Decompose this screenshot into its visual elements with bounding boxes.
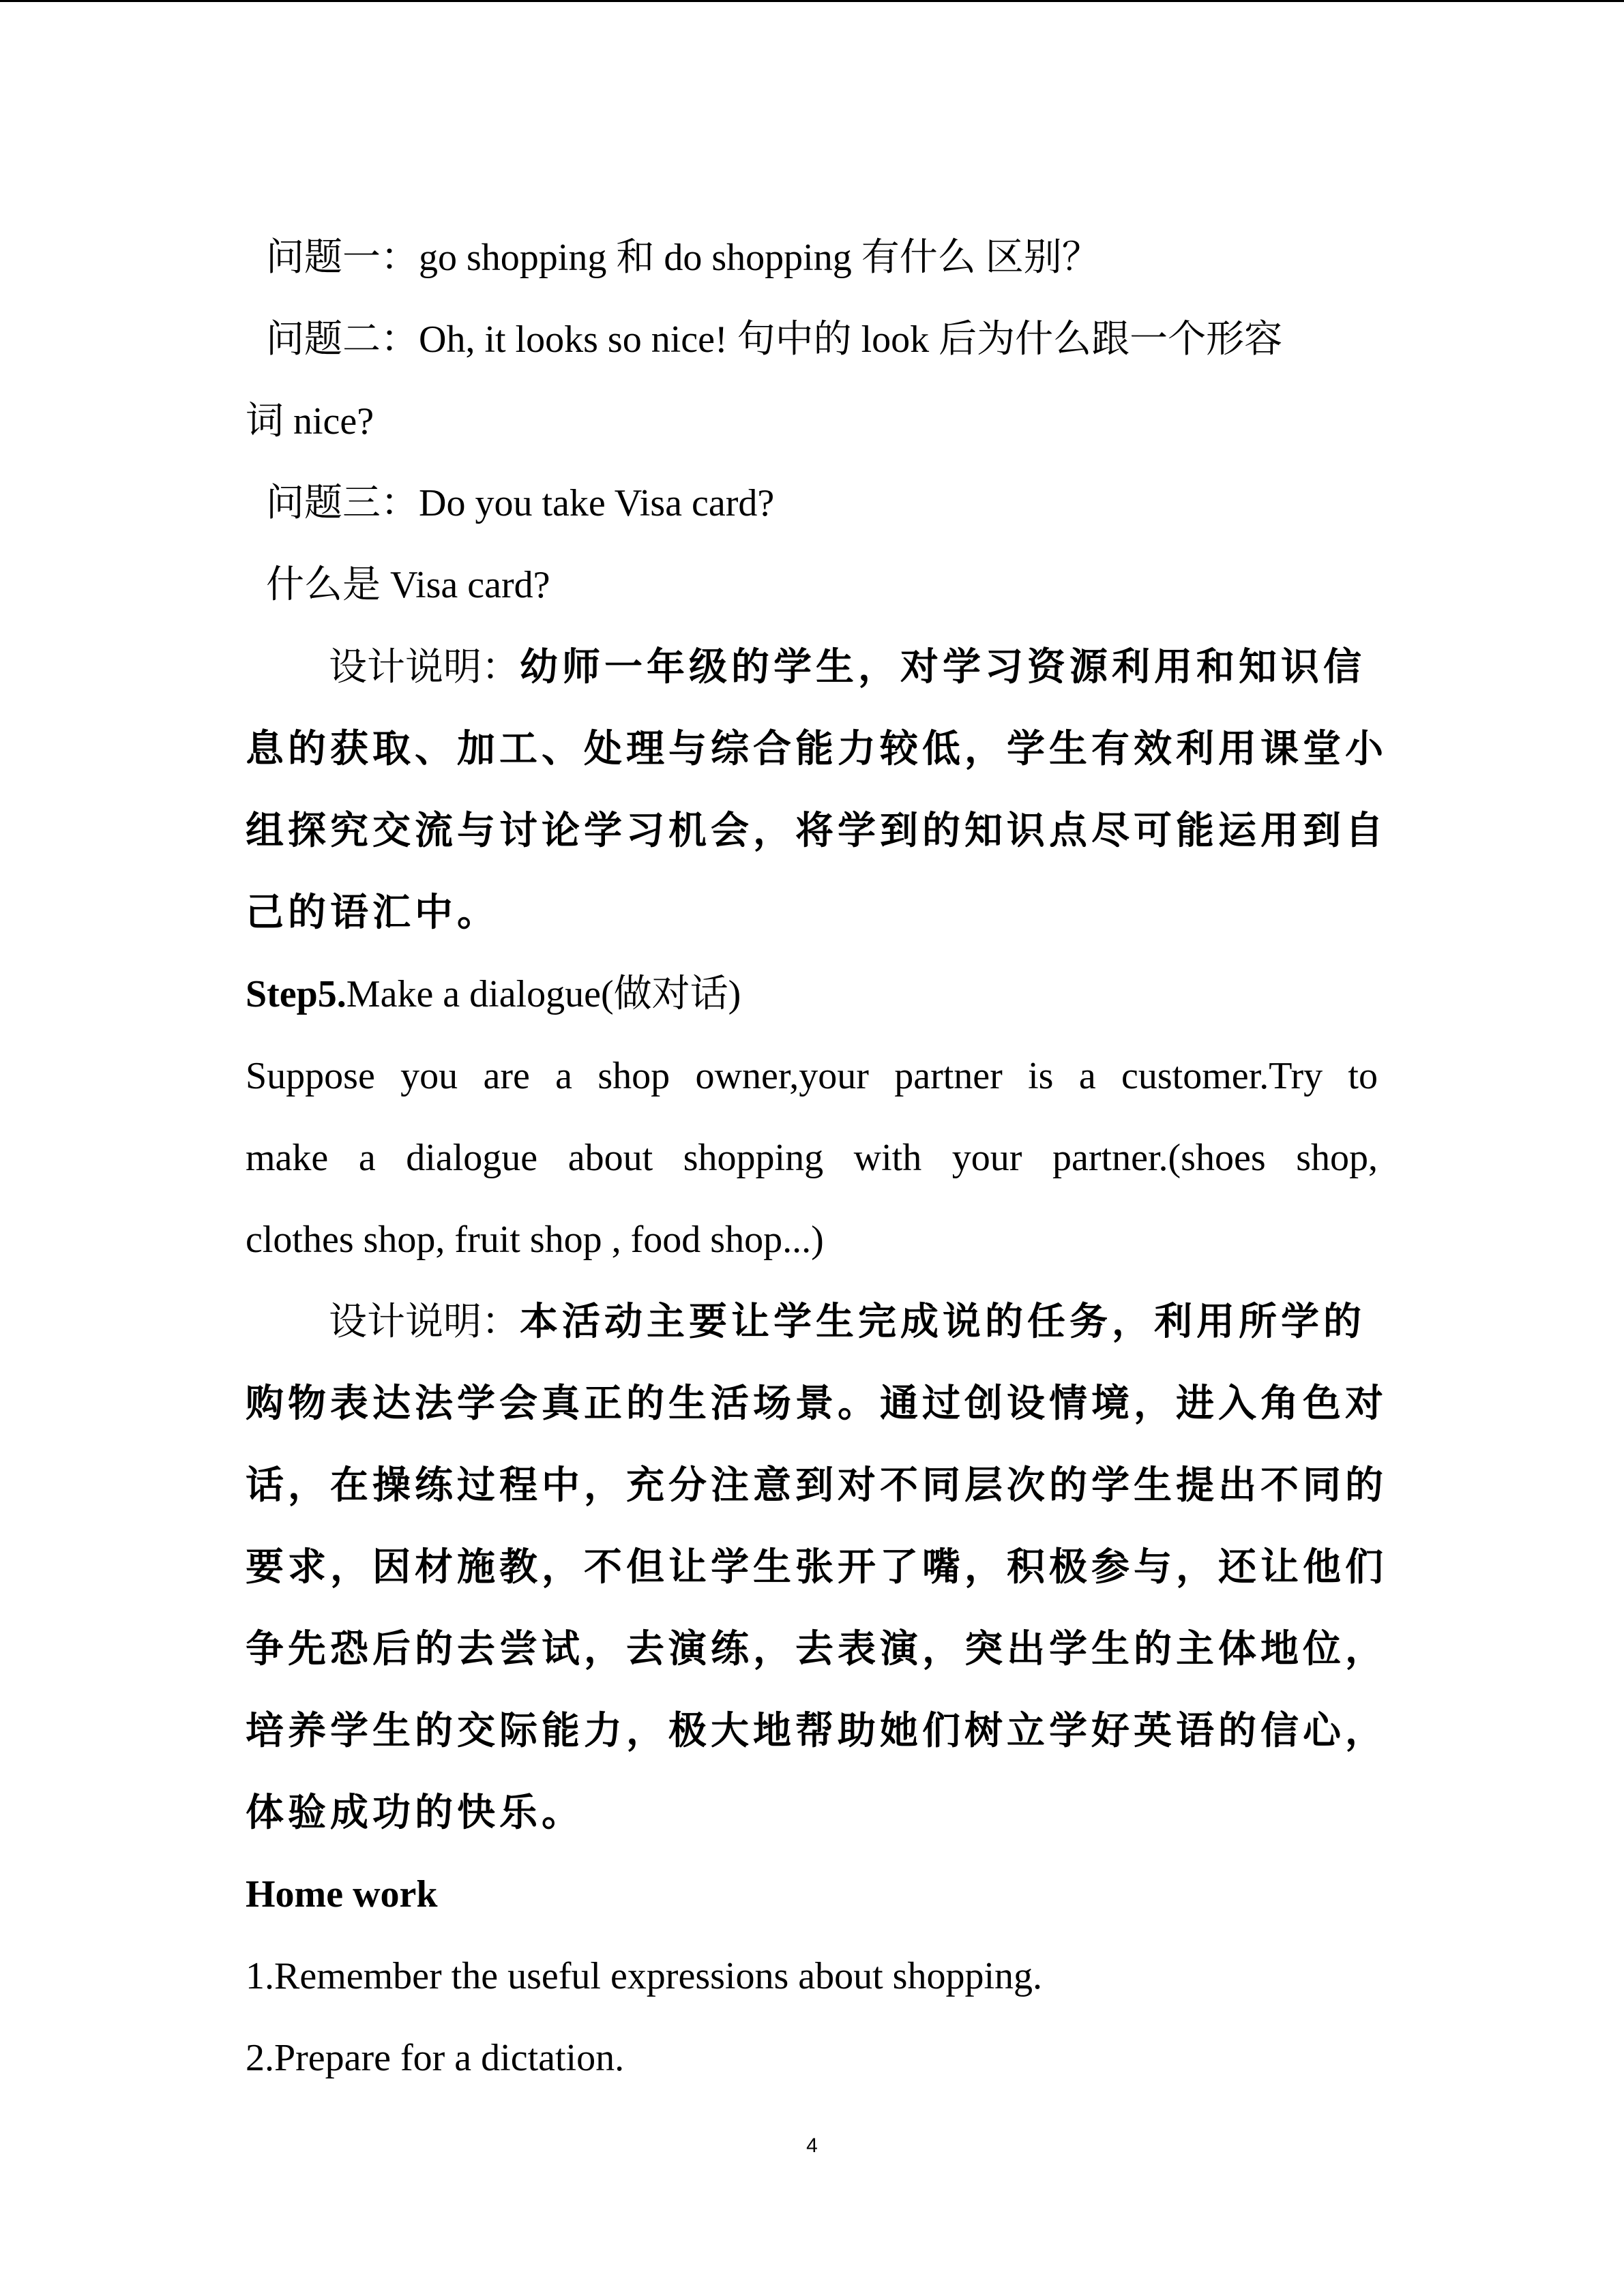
page-top-border xyxy=(0,0,1624,2)
step5-body-line-1: Suppose you are a shop owner,your partner is a customer.Try to xyxy=(246,1055,1378,1097)
homework-heading: Home work xyxy=(246,1873,438,1915)
design-note-2-line-2: 购物表达法学会真正的生活场景。通过创设情境，进入角色对 xyxy=(246,1381,1387,1426)
step5-body-line-3: clothes shop, fruit shop , food shop...) xyxy=(246,1219,824,1261)
question-3-line-2: 什么是 Visa card? xyxy=(266,564,550,606)
design-note-2-text: 本活动主要让学生完成说的任务，利用所学的 xyxy=(520,1299,1365,1344)
design-note-1-line-1 xyxy=(246,626,1378,708)
design-note-2-line-1 xyxy=(246,1281,1378,1362)
step5-title: Make a dialogue(做对话) xyxy=(346,973,741,1015)
homework-item-1: 1.Remember the useful expressions about shopping. xyxy=(246,1955,1043,1997)
design-note-2-line-6: 培养学生的交际能力，极大地帮助她们树立学好英语的信心， xyxy=(246,1708,1387,1753)
question-3-line-1: 问题三：Do you take Visa card? xyxy=(266,482,775,524)
question-2-line-1: 问题二：Oh, it looks so nice! 句中的 look 后为什么跟一个形容 xyxy=(266,318,1283,361)
document-body xyxy=(246,217,1387,2099)
design-note-2-label: 设计说明： xyxy=(329,1301,520,1343)
step5-body-line-2: make a dialogue about shopping with your partner.(shoes shop, xyxy=(246,1137,1378,1179)
design-note-2-line-3: 话，在操练过程中，充分注意到对不同层次的学生提出不同的 xyxy=(246,1463,1387,1508)
design-note-2-line-4: 要求，因材施教，不但让学生张开了嘴，积极参与，还让他们 xyxy=(246,1545,1387,1590)
design-note-2-line-5: 争先恐后的去尝试，去演练，去表演，突出学生的主体地位， xyxy=(246,1626,1387,1671)
design-note-1-line-4: 己的语汇中。 xyxy=(246,890,499,935)
homework-item-2: 2.Prepare for a dictation. xyxy=(246,2037,625,2079)
question-1: 问题一：go shopping 和 do shopping 有什么 区别？ xyxy=(266,237,1100,279)
step5-label: Step5. xyxy=(246,973,346,1015)
design-note-1-line-3: 组探究交流与讨论学习机会，将学到的知识点尽可能运用到自 xyxy=(246,808,1387,853)
design-note-1-label: 设计说明： xyxy=(329,646,520,689)
question-2-line-2: 词 nice? xyxy=(246,400,374,443)
design-note-1-text: 幼师一年级的学生，对学习资源利用和知识信 xyxy=(520,644,1365,689)
page-number: 4 xyxy=(806,2134,818,2157)
design-note-2-line-7: 体验成功的快乐。 xyxy=(246,1790,584,1835)
design-note-1-line-2: 息的获取、加工、处理与综合能力较低，学生有效利用课堂小 xyxy=(246,726,1387,771)
step5-heading xyxy=(246,953,1378,1035)
